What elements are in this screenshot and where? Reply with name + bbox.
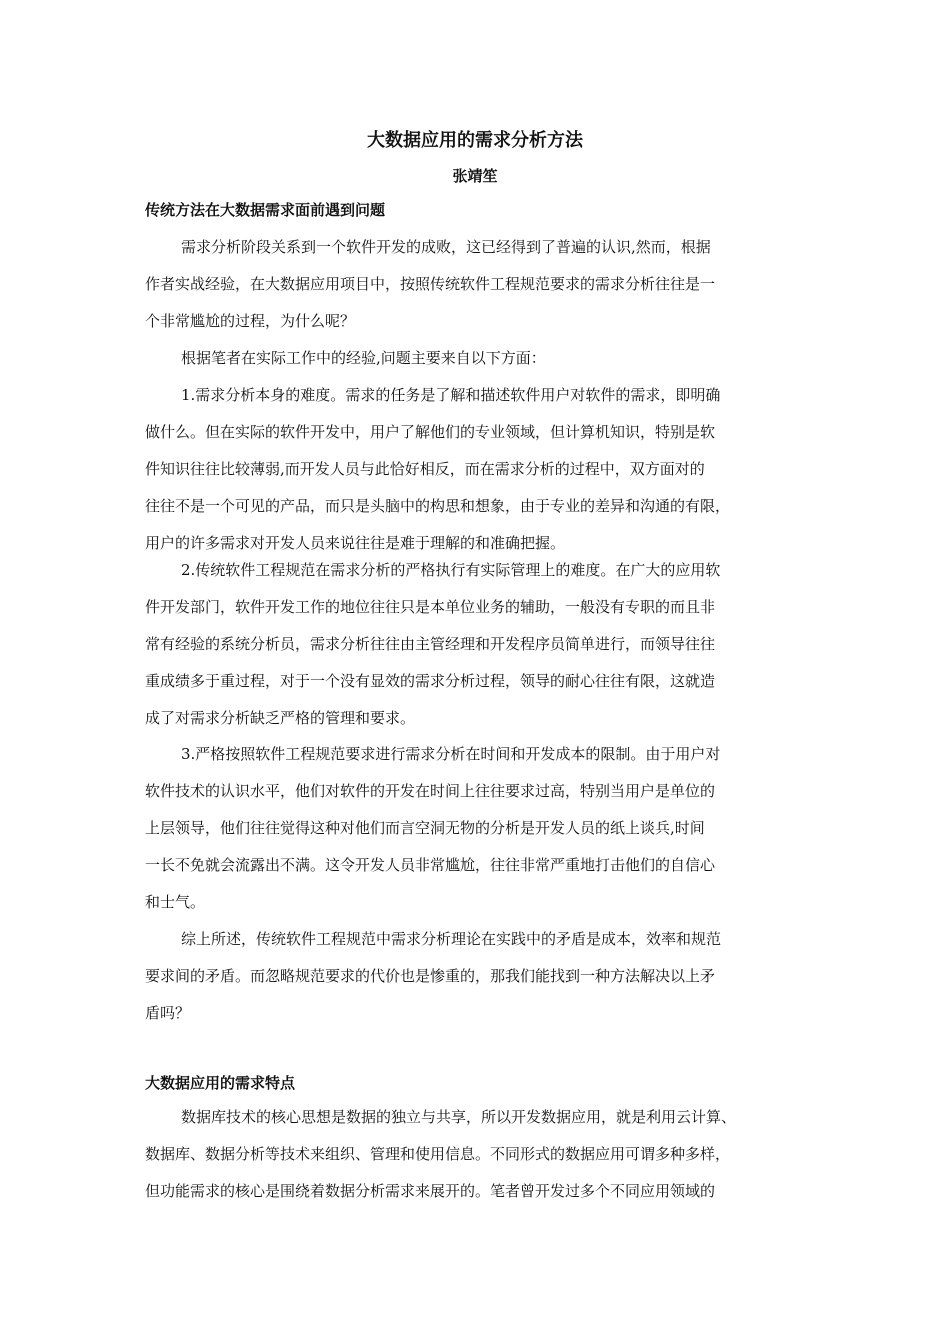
paragraph-line: 用户的许多需求对开发人员来说往往是难于理解的和准确把握。 (145, 534, 566, 552)
paragraph-line: 成了对需求分析缺乏严格的管理和要求。 (145, 709, 416, 727)
paragraph-line: 作者实战经验，在大数据应用项目中，按照传统软件工程规范要求的需求分析往往是一 (145, 275, 716, 293)
paragraph-line: 根据笔者在实际工作中的经验,问题主要来自以下方面： (181, 349, 546, 367)
paragraph-line: 件开发部门，软件开发工作的地位往往只是本单位业务的辅助，一般没有专职的而且非 (145, 598, 716, 616)
paragraph (145, 736, 805, 921)
section-heading: 大数据应用的需求特点 (145, 1074, 296, 1092)
paragraph (145, 921, 805, 1032)
paragraph-line: 软件技术的认识水平，他们对软件的开发在时间上往往要求过高，特别当用户是单位的 (145, 782, 716, 800)
paragraph-line: 要求间的矛盾。而忽略规范要求的代价也是惨重的，那我们能找到一种方法解决以上矛 (145, 967, 716, 985)
paragraph (145, 340, 805, 377)
paragraph (145, 229, 805, 340)
paragraph-line: 上层领导，他们往往觉得这种对他们而言空洞无物的分析是开发人员的纸上谈兵,时间 (145, 819, 705, 837)
paragraph-line: 个非常尴尬的过程，为什么呢？ (145, 312, 356, 330)
paragraph-line: 件知识往往比较薄弱,而开发人员与此恰好相反，而在需求分析的过程中，双方面对的 (145, 460, 705, 478)
paragraph (145, 377, 805, 562)
paragraph-line: 3.严格按照软件工程规范要求进行需求分析在时间和开发成本的限制。由于用户对 (181, 745, 721, 763)
section-heading: 传统方法在大数据需求面前遇到问题 (145, 201, 386, 219)
paragraph-line: 一长不免就会流露出不满。这令开发人员非常尴尬，往往非常严重地打击他们的自信心 (145, 856, 716, 874)
paragraph-line: 往往不是一个可见的产品，而只是头脑中的构思和想象，由于专业的差异和沟通的有限， (145, 497, 731, 515)
paragraph-line: 重成绩多于重过程，对于一个没有显效的需求分析过程，领导的耐心往往有限，这就造 (145, 672, 716, 690)
paragraph-line: 综上所述，传统软件工程规范中需求分析理论在实践中的矛盾是成本，效率和规范 (181, 930, 722, 948)
paragraph-line: 2.传统软件工程规范在需求分析的严格执行有实际管理上的难度。在广大的应用软 (181, 561, 721, 579)
document-title: 大数据应用的需求分析方法 (367, 130, 583, 151)
paragraph-line: 和士气。 (145, 893, 206, 911)
document-author: 张靖笙 (452, 167, 498, 185)
paragraph (145, 552, 805, 737)
paragraph (145, 1099, 805, 1210)
paragraph-line: 数据库、数据分析等技术来组织、管理和使用信息。不同形式的数据应用可谓多种多样， (145, 1145, 731, 1163)
paragraph-line: 常有经验的系统分析员，需求分析往往由主管经理和开发程序员简单进行，而领导往往 (145, 635, 716, 653)
paragraph-line: 数据库技术的核心思想是数据的独立与共享，所以开发数据应用，就是利用云计算、 (181, 1108, 737, 1126)
paragraph-line: 盾吗？ (145, 1004, 191, 1022)
paragraph-line: 但功能需求的核心是围绕着数据分析需求来展开的。笔者曾开发过多个不同应用领域的 (145, 1182, 716, 1200)
paragraph-line: 做什么。但在实际的软件开发中，用户了解他们的专业领域，但计算机知识，特别是软 (145, 423, 716, 441)
paragraph-line: 1.需求分析本身的难度。需求的任务是了解和描述软件用户对软件的需求，即明确 (181, 386, 721, 404)
paragraph-line: 需求分析阶段关系到一个软件开发的成败，这已经得到了普遍的认识,然而，根据 (181, 238, 711, 256)
